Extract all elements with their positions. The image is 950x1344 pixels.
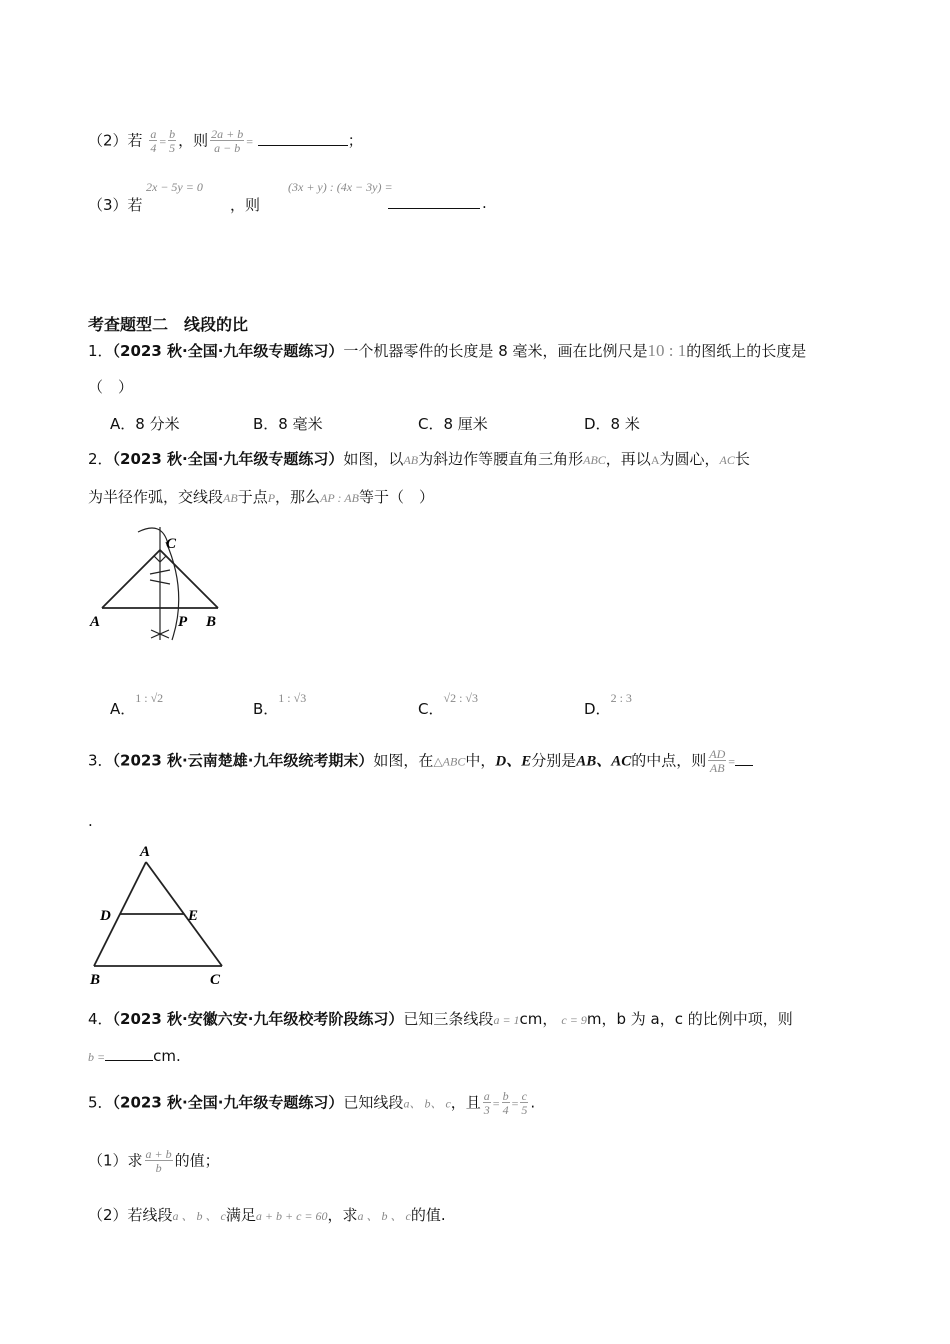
- fraction: $\frac{a}{4}$: [150, 127, 157, 155]
- q2-option-d[interactable]: D．2 : 3: [584, 691, 632, 718]
- q1-option-a[interactable]: A．8 分米: [110, 415, 180, 433]
- segment-ac: [102, 550, 160, 608]
- fraction: $\frac{c}{5}$: [521, 1089, 528, 1117]
- fraction: $\frac{a}{3}$: [483, 1089, 490, 1117]
- question-3-dot: .: [88, 812, 93, 830]
- question-5-part2: （2）若线段a 、 b 、 c满足a + b + c = 60，求a 、 b 、 c的值.: [88, 1206, 446, 1224]
- q2-option-a[interactable]: A．1 : √2: [110, 691, 164, 718]
- construction-arc: [138, 528, 168, 544]
- question-5: 5．（2023 秋·全国·九年级专题练习）已知线段a、 b、 c，且 $\frac{a}{3}$ = $\frac{b}{4}$ = $\frac{c}{5}$ .: [88, 1089, 536, 1117]
- q2-figure: [88, 522, 228, 647]
- label-c: C: [210, 972, 221, 988]
- fraction: $\frac{2a + b}{a - b}$: [211, 127, 244, 155]
- question-3: 3．（2023 秋·云南楚雄·九年级统考期末）如图，在△ABC中，D、E分别是AB、AC的中点，则 $\frac{AD}{AB}$ =: [88, 748, 753, 774]
- question-4: 4．（2023 秋·安徽六安·九年级校考阶段练习）已知三条线段a = 1cm， c = 9m，b 为 a，c 的比例中项，则: [88, 1010, 793, 1028]
- question-2: 2．（2023 秋·全国·九年级专题练习）如图，以AB为斜边作等腰直角三角形ABC，再以A为圆心，AC长: [88, 450, 750, 468]
- q1-option-d[interactable]: D．8 米: [584, 415, 640, 433]
- question-1-paren: （ ）: [88, 378, 134, 396]
- fraction: $\frac{b}{5}$: [169, 127, 176, 155]
- fraction: $\frac{AD}{AB}$: [709, 747, 726, 775]
- label-a: A: [140, 844, 151, 860]
- label-b: B: [206, 614, 217, 630]
- label-d: D: [100, 908, 111, 924]
- label-a: A: [90, 614, 101, 630]
- label-c: C: [166, 536, 177, 552]
- answer-blank[interactable]: [258, 131, 348, 146]
- label-p: P: [178, 614, 188, 630]
- q1-option-b[interactable]: B．8 毫米: [253, 415, 323, 433]
- answer-blank[interactable]: [735, 751, 753, 766]
- label-e: E: [188, 908, 199, 924]
- fraction: $\frac{b}{4}$: [502, 1089, 509, 1117]
- question-5-part1: （1）求 $\frac{a + b}{b}$ 的值；: [88, 1147, 220, 1175]
- q3-figure: [86, 842, 236, 990]
- question-1: 1．（2023 秋·全国·九年级专题练习）一个机器零件的长度是 8 毫米，画在比例尺是10 : 1的图纸上的长度是: [88, 341, 807, 360]
- q2-option-c[interactable]: C．√2 : √3: [418, 691, 478, 718]
- question-2-cont: 为半径作弧，交线段AB于点P，那么AP : AB等于（ ）: [88, 488, 434, 506]
- q1-option-c[interactable]: C．8 厘米: [418, 415, 488, 433]
- answer-blank[interactable]: [105, 1046, 153, 1061]
- question-4-cont: b = cm.: [88, 1047, 181, 1065]
- answer-blank[interactable]: [388, 194, 480, 209]
- section-title: 考查题型二 线段的比: [88, 315, 249, 334]
- segment-cb: [160, 550, 218, 608]
- fraction: $\frac{a + b}{b}$: [145, 1147, 172, 1175]
- q-prev-part2: （2）若 $\frac{a}{4}$ = $\frac{b}{5}$ ，则 $\frac{2a + b}{a - b}$ = ；: [88, 127, 363, 155]
- q2-option-b[interactable]: B．1 : √3: [253, 691, 307, 718]
- label-b: B: [90, 972, 101, 988]
